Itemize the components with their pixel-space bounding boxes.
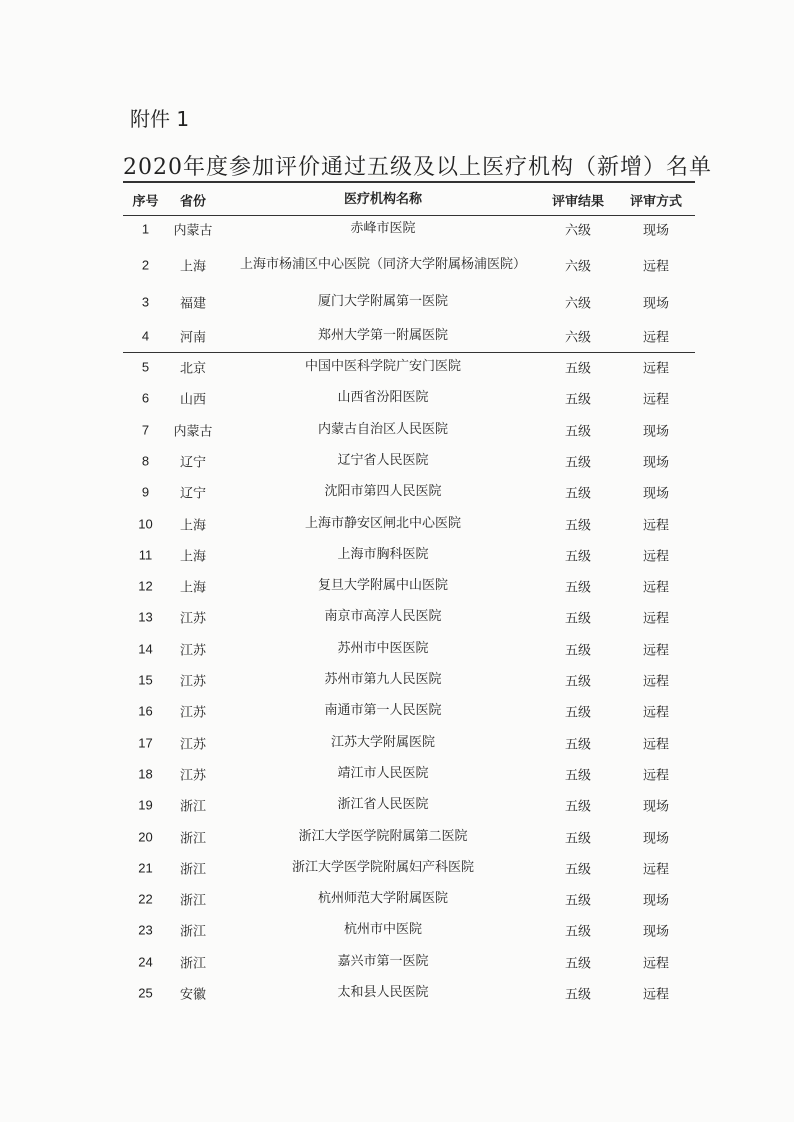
cell-result: 五级 <box>564 924 591 940</box>
cell-method: 现场 <box>642 799 669 815</box>
cell-province: 江苏 <box>179 643 206 659</box>
cell-province: 山西 <box>179 392 206 408</box>
cell-method: 现场 <box>642 893 669 909</box>
cell-province: 河南 <box>179 330 206 346</box>
cell-province: 北京 <box>179 361 206 377</box>
section-rule <box>123 352 695 353</box>
cell-province: 浙江 <box>179 893 206 909</box>
cell-method: 现场 <box>642 455 669 471</box>
cell-method: 远程 <box>642 330 669 346</box>
cell-method: 现场 <box>642 424 669 440</box>
cell-seq: 25 <box>138 985 153 1001</box>
cell-seq: 9 <box>141 484 150 500</box>
cell-province: 浙江 <box>179 831 206 846</box>
cell-result: 五级 <box>564 549 591 565</box>
cell-result: 五级 <box>564 611 591 627</box>
cell-province: 浙江 <box>179 924 206 940</box>
header-seq: 序号 <box>132 193 159 209</box>
cell-province: 内蒙古 <box>173 424 213 440</box>
cell-result: 五级 <box>564 737 591 753</box>
cell-method: 远程 <box>642 518 669 533</box>
cell-seq: 2 <box>141 257 150 273</box>
cell-seq: 11 <box>138 547 153 563</box>
cell-method: 现场 <box>642 924 669 940</box>
table-top-rule <box>123 181 695 183</box>
cell-province: 内蒙古 <box>173 223 213 239</box>
cell-hospital-name: 郑州大学第一附属医院 <box>317 328 448 343</box>
cell-method: 现场 <box>642 296 669 312</box>
cell-hospital-name: 浙江大学医学院附属第二医院 <box>298 828 468 844</box>
cell-seq: 20 <box>138 829 153 844</box>
cell-seq: 6 <box>141 390 150 406</box>
cell-seq: 19 <box>138 797 153 813</box>
header-name: 医疗机构名称 <box>343 192 422 207</box>
cell-hospital-name: 南通市第一人民医院 <box>324 703 442 719</box>
cell-hospital-name: 上海市静安区闸北中心医院 <box>304 515 461 531</box>
cell-hospital-name: 上海市胸科医院 <box>337 546 429 562</box>
document-title: 2020年度参加评价通过五级及以上医疗机构（新增）名单 <box>123 155 712 180</box>
cell-result: 五级 <box>564 392 591 408</box>
cell-result: 五级 <box>564 987 591 1003</box>
cell-result: 五级 <box>564 831 591 846</box>
cell-method: 远程 <box>642 956 669 972</box>
cell-seq: 5 <box>141 359 150 375</box>
cell-hospital-name: 厦门大学附属第一医院 <box>317 294 448 309</box>
attachment-label: 附件 1 <box>130 107 190 131</box>
cell-result: 六级 <box>564 330 591 346</box>
cell-result: 五级 <box>564 580 591 596</box>
cell-province: 江苏 <box>179 705 206 721</box>
cell-result: 六级 <box>564 259 591 275</box>
cell-province: 江苏 <box>179 611 206 627</box>
cell-hospital-name: 沈阳市第四人民医院 <box>324 484 442 500</box>
cell-method: 远程 <box>642 259 669 275</box>
header-rule <box>123 215 695 216</box>
cell-result: 五级 <box>564 799 591 815</box>
cell-result: 五级 <box>564 518 591 533</box>
cell-result: 五级 <box>564 424 591 440</box>
cell-seq: 4 <box>141 328 150 344</box>
cell-hospital-name: 苏州市第九人民医院 <box>324 672 442 687</box>
cell-hospital-name: 浙江大学医学院附属妇产科医院 <box>291 859 474 875</box>
cell-seq: 16 <box>138 703 153 719</box>
cell-seq: 21 <box>138 860 153 876</box>
cell-province: 浙江 <box>179 956 206 972</box>
cell-result: 五级 <box>564 455 591 471</box>
cell-method: 现场 <box>642 831 669 846</box>
header-method: 评审方式 <box>629 194 682 210</box>
cell-method: 远程 <box>642 768 669 784</box>
cell-province: 上海 <box>179 518 206 533</box>
cell-hospital-name: 杭州市中医院 <box>343 922 422 938</box>
cell-result: 五级 <box>564 674 591 690</box>
cell-method: 远程 <box>642 737 669 753</box>
cell-seq: 18 <box>138 766 153 782</box>
cell-result: 五级 <box>564 768 591 784</box>
cell-method: 远程 <box>642 705 669 721</box>
cell-province: 安徽 <box>179 987 206 1003</box>
cell-province: 江苏 <box>179 768 206 784</box>
cell-province: 上海 <box>179 259 206 275</box>
cell-seq: 22 <box>138 891 153 907</box>
cell-province: 辽宁 <box>179 486 206 502</box>
cell-hospital-name: 辽宁省人民医院 <box>337 452 429 468</box>
cell-method: 远程 <box>642 987 669 1003</box>
cell-seq: 12 <box>138 578 153 594</box>
cell-result: 六级 <box>564 296 591 312</box>
cell-method: 远程 <box>642 643 669 659</box>
cell-province: 辽宁 <box>179 455 206 471</box>
cell-hospital-name: 南京市高淳人民医院 <box>324 609 442 625</box>
cell-result: 五级 <box>564 486 591 502</box>
cell-hospital-name: 内蒙古自治区人民医院 <box>317 421 448 437</box>
cell-province: 江苏 <box>179 737 206 753</box>
cell-hospital-name: 嘉兴市第一医院 <box>337 953 429 969</box>
cell-method: 远程 <box>642 611 669 627</box>
cell-province: 上海 <box>179 549 206 565</box>
cell-result: 五级 <box>564 862 591 878</box>
cell-hospital-name: 靖江市人民医院 <box>337 765 429 781</box>
cell-hospital-name: 山西省汾阳医院 <box>337 390 429 406</box>
cell-hospital-name: 杭州师范大学附属医院 <box>317 891 448 907</box>
cell-hospital-name: 中国中医科学院广安门医院 <box>304 359 461 374</box>
cell-province: 浙江 <box>179 799 206 815</box>
cell-hospital-name: 浙江省人民医院 <box>337 797 429 813</box>
cell-seq: 23 <box>138 922 153 938</box>
cell-seq: 8 <box>141 453 150 469</box>
cell-result: 五级 <box>564 361 591 377</box>
cell-province: 江苏 <box>179 674 206 690</box>
header-province: 省份 <box>179 194 206 210</box>
cell-seq: 3 <box>141 294 150 310</box>
cell-hospital-name: 江苏大学附属医院 <box>330 734 435 750</box>
cell-method: 现场 <box>642 486 669 502</box>
cell-method: 远程 <box>642 549 669 565</box>
cell-hospital-name: 复旦大学附属中山医院 <box>317 578 448 594</box>
cell-seq: 1 <box>141 221 150 237</box>
cell-hospital-name: 赤峰市医院 <box>350 221 416 236</box>
header-result: 评审结果 <box>551 194 604 210</box>
cell-province: 福建 <box>179 296 206 312</box>
cell-method: 远程 <box>642 361 669 377</box>
cell-method: 远程 <box>642 392 669 408</box>
cell-province: 上海 <box>179 580 206 596</box>
cell-result: 五级 <box>564 643 591 659</box>
cell-method: 远程 <box>642 674 669 690</box>
cell-seq: 7 <box>141 422 150 438</box>
cell-seq: 15 <box>138 672 153 688</box>
cell-result: 五级 <box>564 893 591 909</box>
cell-result: 五级 <box>564 956 591 972</box>
cell-method: 现场 <box>642 223 669 239</box>
cell-seq: 10 <box>138 516 153 531</box>
cell-result: 五级 <box>564 705 591 721</box>
cell-seq: 24 <box>138 954 153 970</box>
cell-seq: 13 <box>138 609 153 625</box>
cell-seq: 17 <box>138 735 153 751</box>
cell-result: 六级 <box>564 223 591 239</box>
cell-method: 远程 <box>642 862 669 878</box>
cell-hospital-name: 苏州市中医医院 <box>337 640 429 656</box>
cell-hospital-name: 太和县人民医院 <box>337 985 429 1000</box>
cell-province: 浙江 <box>179 862 206 878</box>
cell-method: 远程 <box>642 580 669 596</box>
cell-seq: 14 <box>138 641 153 657</box>
cell-hospital-name: 上海市杨浦区中心医院（同济大学附属杨浦医院） <box>239 257 526 272</box>
